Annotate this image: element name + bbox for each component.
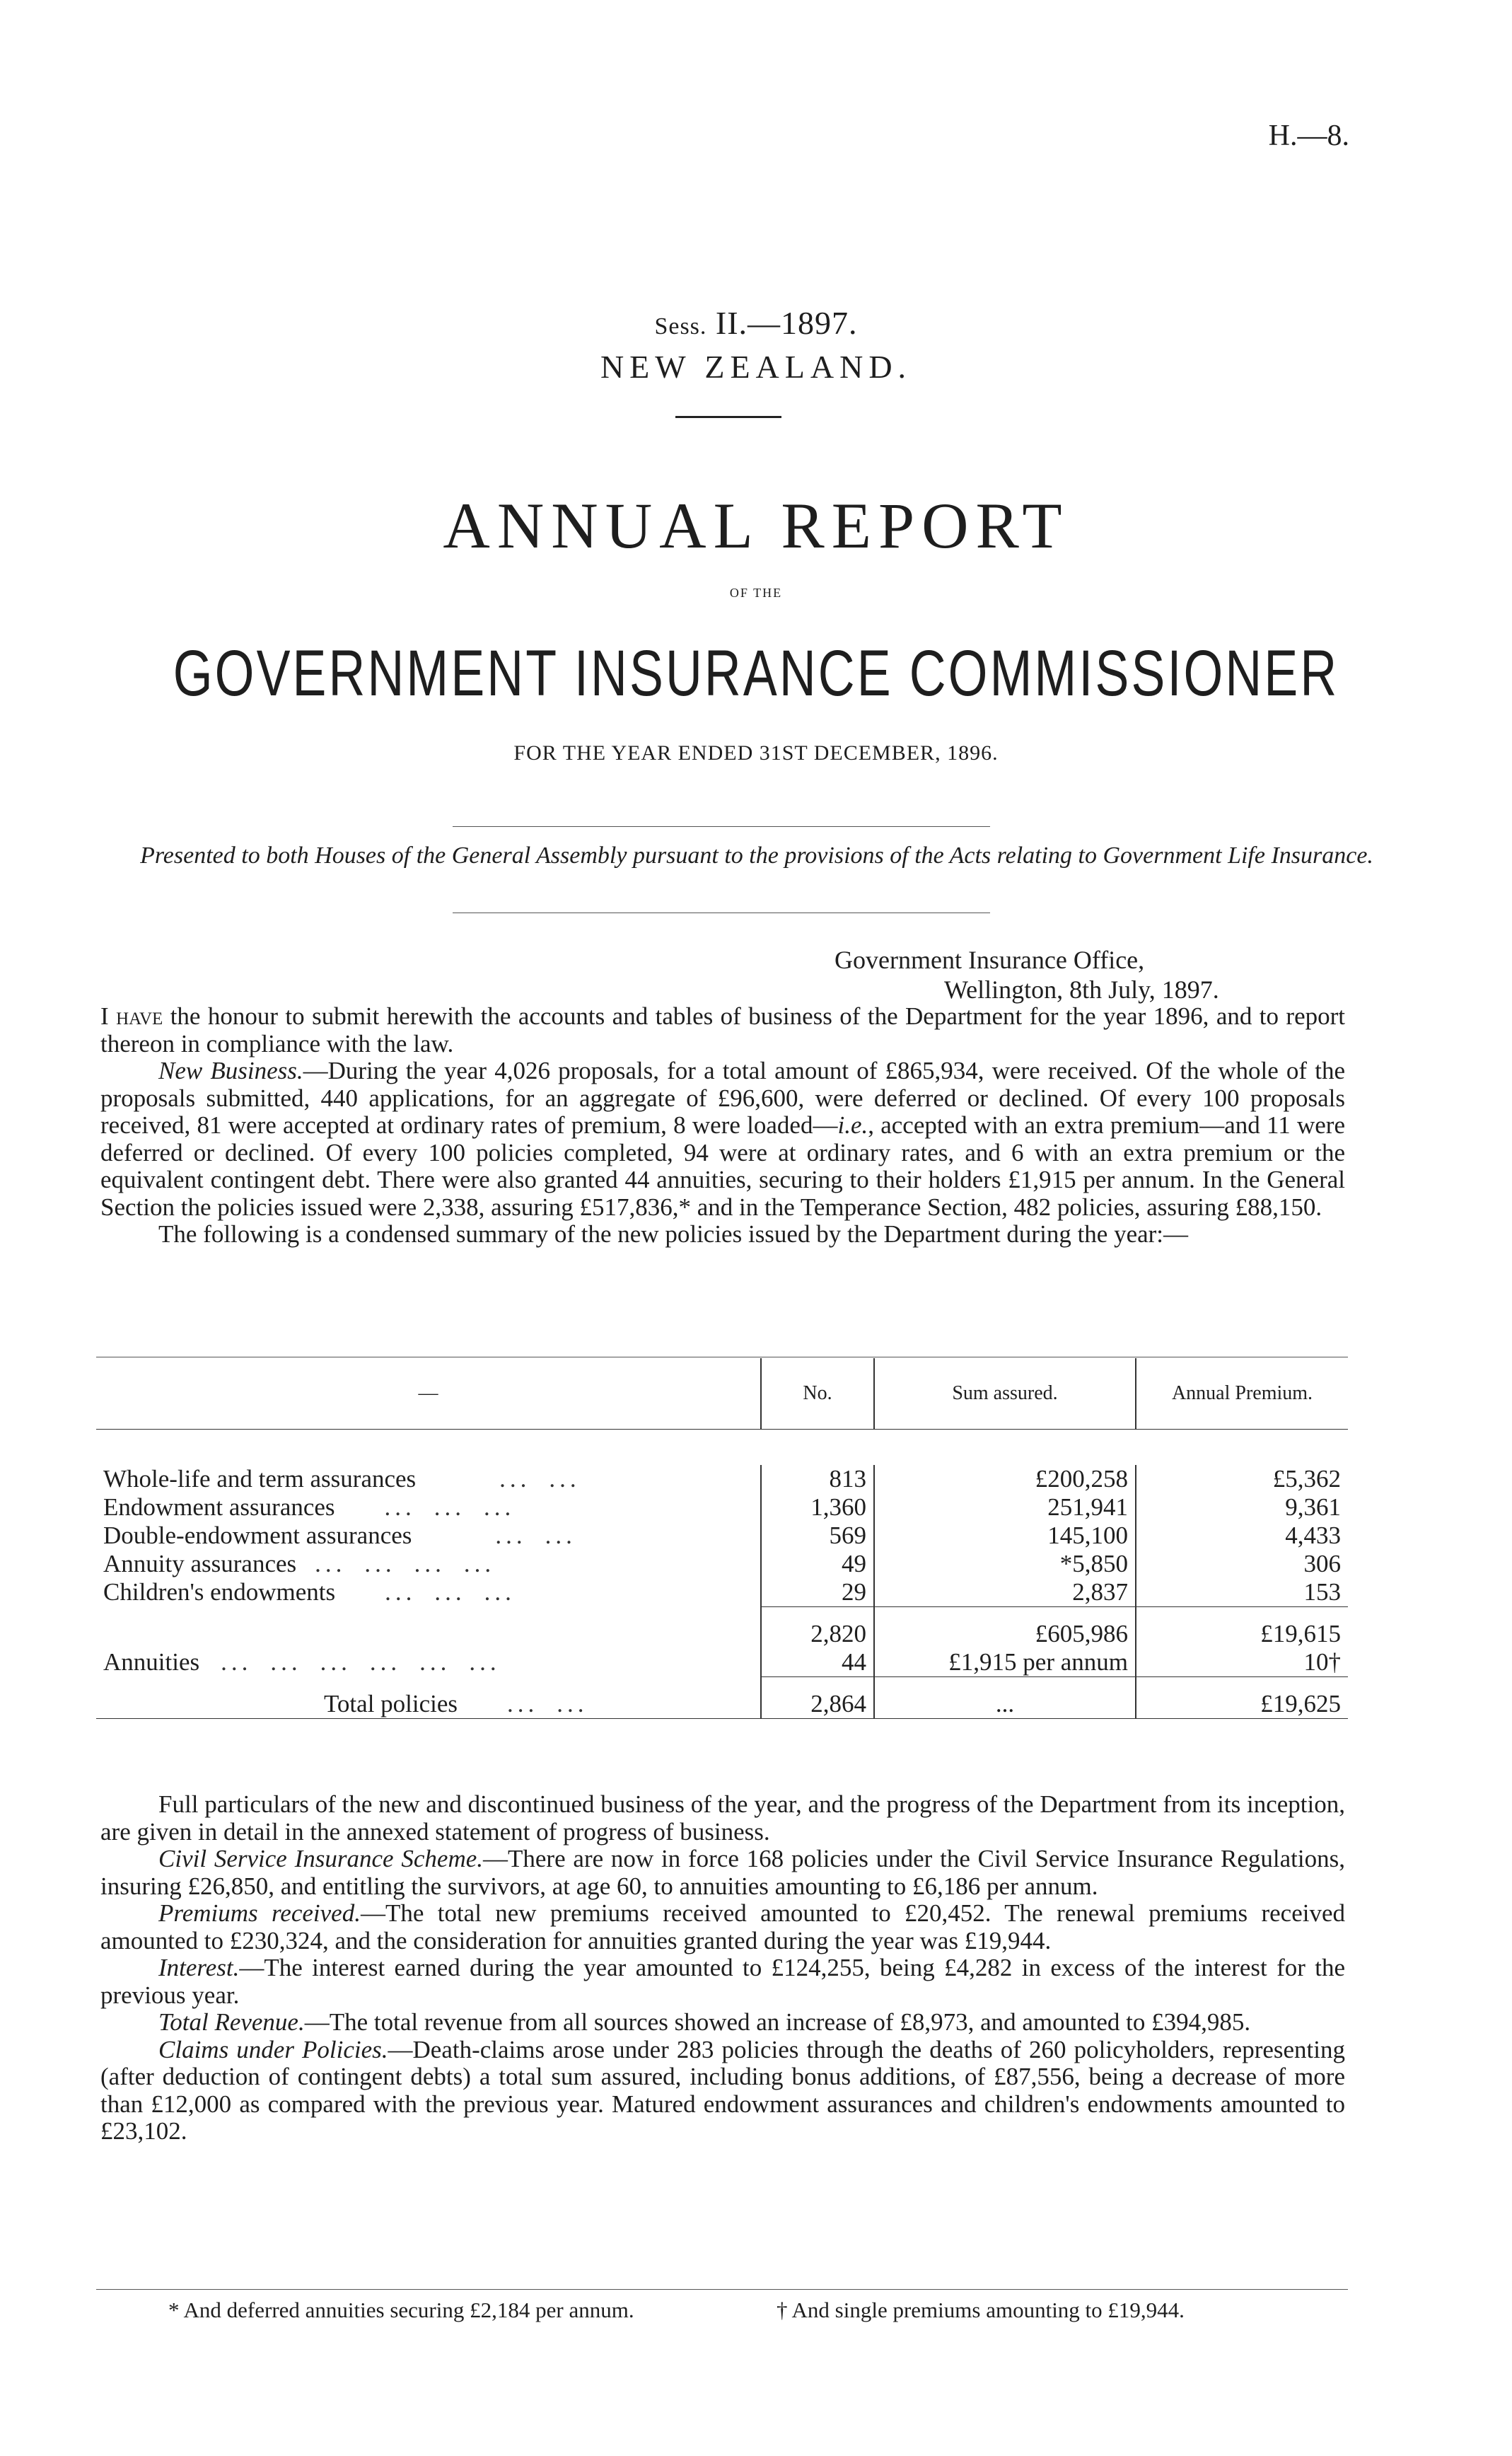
subtotal-separator-row (96, 1607, 1348, 1621)
following-paragraph: The following is a condensed summary of the new policies issued by the Department during the year:— (158, 1220, 1189, 1248)
premiums-text: —The total new premiums received amounted to £20,452. The renewal premiums received amounted to £230,324, and the consideration for annuities granted during the year was £19,944. (100, 1899, 1345, 1954)
total-row (96, 1690, 1348, 1719)
table-row (96, 1465, 1348, 1493)
row-no: 813 (761, 1465, 874, 1493)
annuities-no: 44 (761, 1648, 874, 1677)
table-row (96, 1493, 1348, 1522)
session-line (0, 304, 1512, 342)
row-premium: 9,361 (1136, 1493, 1348, 1522)
presented-top-rule (453, 826, 990, 827)
report-title: ANNUAL REPORT (443, 490, 1069, 562)
subtotal-no: 2,820 (761, 1620, 874, 1648)
new-policies-table (96, 1358, 1348, 1722)
footnote-rule (96, 2289, 1348, 2290)
header-no: No. (761, 1358, 874, 1430)
total-no: 2,864 (761, 1690, 874, 1719)
session-number: II.—1897. (715, 305, 858, 341)
total-revenue-paragraph (100, 2009, 1345, 2037)
new-business-heading: New Business. (158, 1057, 303, 1084)
table-header-row (96, 1358, 1348, 1430)
header-sum-assured: Sum assured. (874, 1358, 1136, 1430)
intro-lead: I have (100, 1002, 163, 1030)
interest-paragraph (100, 1954, 1345, 2009)
row-label: Annuity assurances ... ... ... ... (103, 1550, 496, 1577)
table-row (96, 1578, 1348, 1607)
row-label: Children's endowments ... ... ... (103, 1578, 516, 1606)
new-business-text-a: —During the year 4,026 proposals, for a total amount of £865,934, were received. Of the whole of the proposals submitted, 440 applications, for an aggregate of £96,600, were deferred or declined. Of every 100 proposals received, 81 were accepted at ordinary rates of premium, 8 were loaded— (100, 1057, 1345, 1139)
header-separator-row (96, 1430, 1348, 1466)
header-rule (675, 416, 781, 418)
report-subject: GOVERNMENT INSURANCE COMMISSIONER (173, 637, 1339, 709)
intro-paragraph (100, 1003, 1345, 1058)
row-sum: 2,837 (874, 1578, 1136, 1607)
document-reference: H.—8. (1268, 120, 1349, 152)
row-label: Double-endowment assurances ... ... (103, 1522, 576, 1549)
place-and-date: Wellington, 8th July, 1897. (944, 975, 1219, 1004)
new-business-paragraph (100, 1058, 1345, 1221)
row-premium: 153 (1136, 1578, 1348, 1607)
table-bottom-row (96, 1719, 1348, 1722)
footnote-star: * And deferred annuities securing £2,184 per annum. (168, 2298, 634, 2322)
annuities-sum: £1,915 per annum (874, 1648, 1136, 1677)
total-label: Total policies ... ... (324, 1690, 588, 1718)
table-row (96, 1522, 1348, 1550)
row-no: 1,360 (761, 1493, 874, 1522)
year-line: FOR THE YEAR ENDED 31ST DECEMBER, 1896. (513, 741, 999, 765)
row-no: 49 (761, 1550, 874, 1578)
row-premium: 306 (1136, 1550, 1348, 1578)
row-sum: 251,941 (874, 1493, 1136, 1522)
row-label: Whole-life and term assurances ... ... (103, 1465, 581, 1493)
annuities-label: Annuities ... ... ... ... ... ... (103, 1648, 501, 1676)
header-dash: — (418, 1382, 438, 1404)
header-separator (96, 1430, 1348, 1466)
row-label: Endowment assurances ... ... ... (103, 1493, 516, 1521)
subtotal-sum: £605,986 (874, 1620, 1136, 1648)
subtotal-row (96, 1620, 1348, 1648)
table-row (96, 1550, 1348, 1578)
annuities-row (96, 1648, 1348, 1677)
annuities-premium: 10† (1136, 1648, 1348, 1677)
interest-heading: Interest. (158, 1954, 240, 1981)
total-separator-row (96, 1677, 1348, 1691)
session-prefix: Sess. (654, 313, 707, 340)
premiums-heading: Premiums received. (158, 1899, 361, 1927)
full-particulars-paragraph: Full particulars of the new and discontinued business of the year, and the progress of the Department from its inception, are given in detail in the annexed statement of progress of business. (100, 1790, 1345, 1846)
claims-text: —Death-claims arose under 283 policies through the deaths of 260 policyholders, representing (after deduction of contingent debts) a total sum assured, including bonus additions, of £87,556, being a decrease of more than £12,000 as compared with the previous year. Matured endowment assurances and children's endowments amounted to £23,102. (100, 2035, 1345, 2145)
office-address: Government Insurance Office, (834, 946, 1145, 974)
country-line: NEW ZEALAND. (600, 349, 912, 385)
total-premium: £19,625 (1136, 1690, 1348, 1719)
civil-service-heading: Civil Service Insurance Scheme. (158, 1845, 484, 1872)
details-section (100, 1791, 1345, 2145)
total-sum: ... (874, 1690, 1136, 1719)
footnote-dagger: † And single premiums amounting to £19,944. (777, 2298, 1185, 2322)
intro-text: the honour to submit herewith the accounts and tables of business of the Department for the year 1896, and to report thereon in compliance with the law. (100, 1002, 1345, 1058)
new-business-ie: i.e. (837, 1111, 868, 1139)
row-premium: 4,433 (1136, 1522, 1348, 1550)
intro-section (100, 1003, 1345, 1249)
row-sum: £200,258 (874, 1465, 1136, 1493)
new-business-text-b: , accepted with an extra premium—and 11 were deferred or declined. Of every 100 policies completed, 94 were at ordinary rates, and 6 with an extra premium or the equivalent contingent debt. There were also granted 44 annuities, securing to their holders £1,915 per annum. In the General Section the policies issued were 2,338, assuring £517,836,* and in the Temperance Section, 482 policies, assuring £88,150. (100, 1111, 1345, 1221)
civil-service-paragraph (100, 1846, 1345, 1900)
total-revenue-heading: Total Revenue. (158, 2008, 305, 2036)
interest-text: —The interest earned during the year amounted to £124,255, being £4,282 in excess of the interest for the previous year. (100, 1954, 1345, 2009)
row-sum: 145,100 (874, 1522, 1136, 1550)
presented-note: Presented to both Houses of the General Assembly pursuant to the provisions of the Acts relating to Government Life Insurance. (140, 842, 1373, 869)
civil-service-text: —There are now in force 168 policies under the Civil Service Insurance Regulations, insuring £26,850, and entitling the survivors, at age 60, to annuities amounting to £6,186 per annum. (100, 1845, 1345, 1900)
table-bottom-rule (96, 1719, 1348, 1722)
total-revenue-text: —The total revenue from all sources showed an increase of £8,973, and amounted to £394,985. (304, 2008, 1251, 2036)
row-premium: £5,362 (1136, 1465, 1348, 1493)
subtotal-premium: £19,615 (1136, 1620, 1348, 1648)
of-the-line: OF THE (729, 586, 783, 600)
row-sum: *5,850 (874, 1550, 1136, 1578)
claims-paragraph (100, 2037, 1345, 2145)
header-annual-premium: Annual Premium. (1136, 1358, 1348, 1430)
row-no: 569 (761, 1522, 874, 1550)
row-no: 29 (761, 1578, 874, 1607)
premiums-paragraph (100, 1900, 1345, 1954)
claims-heading: Claims under Policies. (158, 2035, 388, 2063)
